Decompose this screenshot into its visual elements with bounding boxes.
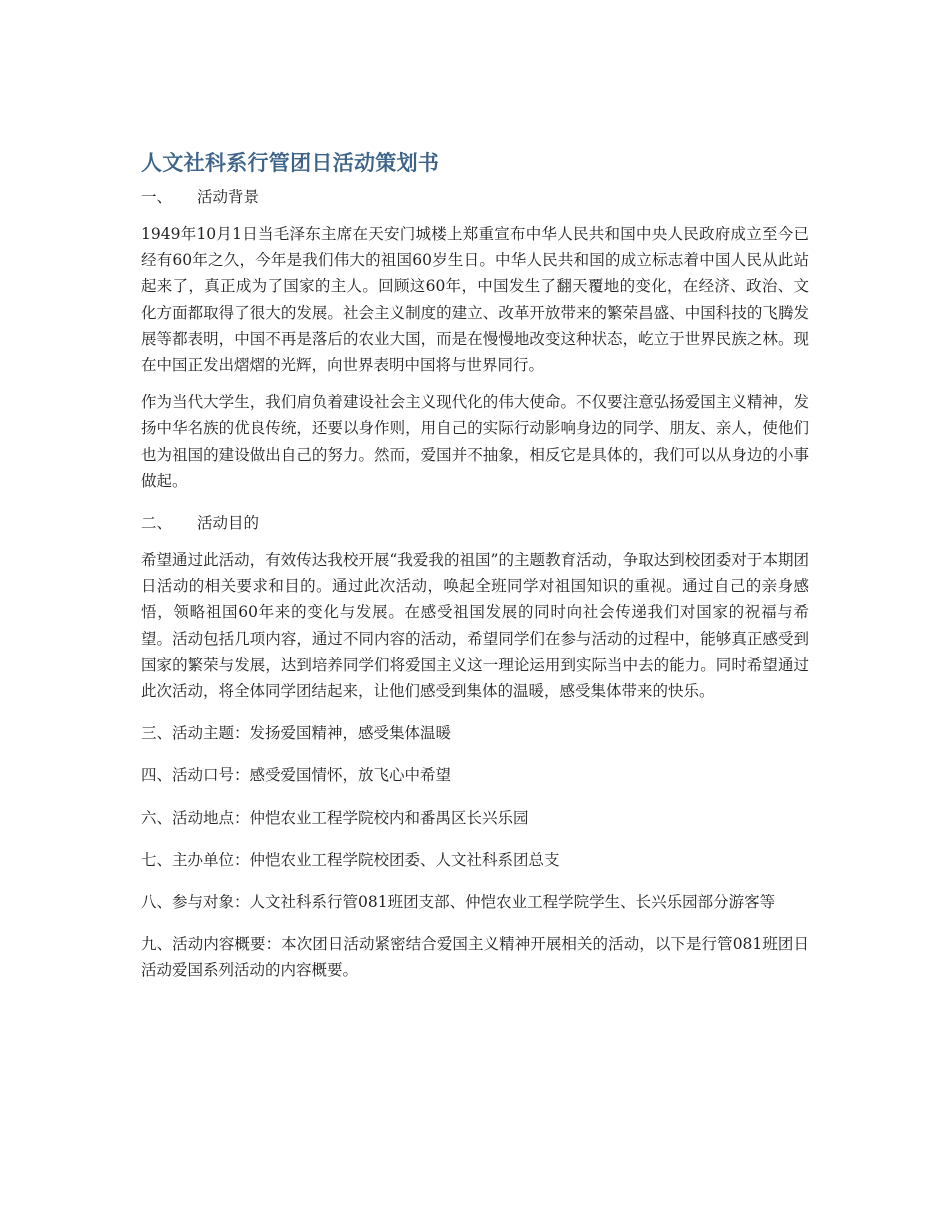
paragraph: 1949年10月1日当毛泽东主席在天安门城楼上郑重宣布中华人民共和国中央人民政府成立至今已经有60年之久，今年是我们伟大的祖国60岁生日。中华人民共和国的成立标志着中国人民从此站起来了，真正成为了国家的主人。回顾这60年，中国发生了翻天覆地的变化，在经济、政治、文化方面都取得了很大的发展。社会主义制度的建立、改革开放带来的繁荣昌盛、中国科技的飞腾发展等都表明，中国不再是落后的农业大国，而是在慢慢地改变这种状态，屹立于世界民族之林。现在中国正发出熠熠的光辉，向世界表明中国将与世界同行。 [141, 225, 809, 375]
document-title: 人文社科系行管团日活动策划书 [141, 151, 440, 175]
section-heading-purpose [141, 510, 809, 536]
list-item: 四、活动口号：感受爱国情怀，放飞心中希望 [141, 766, 452, 785]
list-item: 九、活动内容概要：本次团日活动紧密结合爱国主义精神开展相关的活动，以下是行管081班团日活动爱国系列活动的内容概要。 [141, 935, 809, 980]
list-item: 八、参与对象：人文社科系行管081班团支部、仲恺农业工程学院学生、长兴乐园部分游客等 [141, 893, 776, 912]
section-number: 二、 [141, 514, 173, 533]
paragraph: 作为当代大学生，我们肩负着建设社会主义现代化的伟大使命。不仅要注意弘扬爱国主义精神，发扬中华名族的优良传统，还要以身作则，用自己的实际行动影响身边的同学、朋友、亲人，使他们也为祖国的建设做出自己的努力。然而，爱国并不抽象，相反它是具体的，我们可以从身边的小事做起。 [141, 393, 809, 490]
section-heading-text: 活动目的 [197, 514, 260, 533]
section-number: 一、 [141, 188, 173, 206]
list-item: 七、主办单位：仲恺农业工程学院校团委、人文社科系团总支 [141, 850, 560, 869]
document-page [141, 148, 809, 1000]
paragraph: 希望通过此活动，有效传达我校开展“我爱我的祖国”的主题教育活动，争取达到校团委对于本期团日活动的相关要求和目的。通过此次活动，唤起全班同学对祖国知识的重视。通过自己的亲身感悟，领略祖国60年来的变化与发展。在感受祖国发展的同时向社会传递我们对国家的祝福与希望。活动包括几项内容，通过不同内容的活动，希望同学们在参与活动的过程中，能够真正感受到国家的繁荣与发展，达到培养同学们将爱国主义这一理论运用到实际当中去的能力。同时希望通过此次活动，将全体同学团结起来，让他们感受到集体的温暖，感受集体带来的快乐。 [141, 551, 809, 701]
list-item: 六、活动地点：仲恺农业工程学院校内和番禺区长兴乐园 [141, 808, 529, 827]
section-heading-background [141, 184, 809, 210]
section-heading-text: 活动背景 [197, 188, 260, 206]
list-item: 三、活动主题：发扬爱国精神，感受集体温暖 [141, 724, 452, 743]
